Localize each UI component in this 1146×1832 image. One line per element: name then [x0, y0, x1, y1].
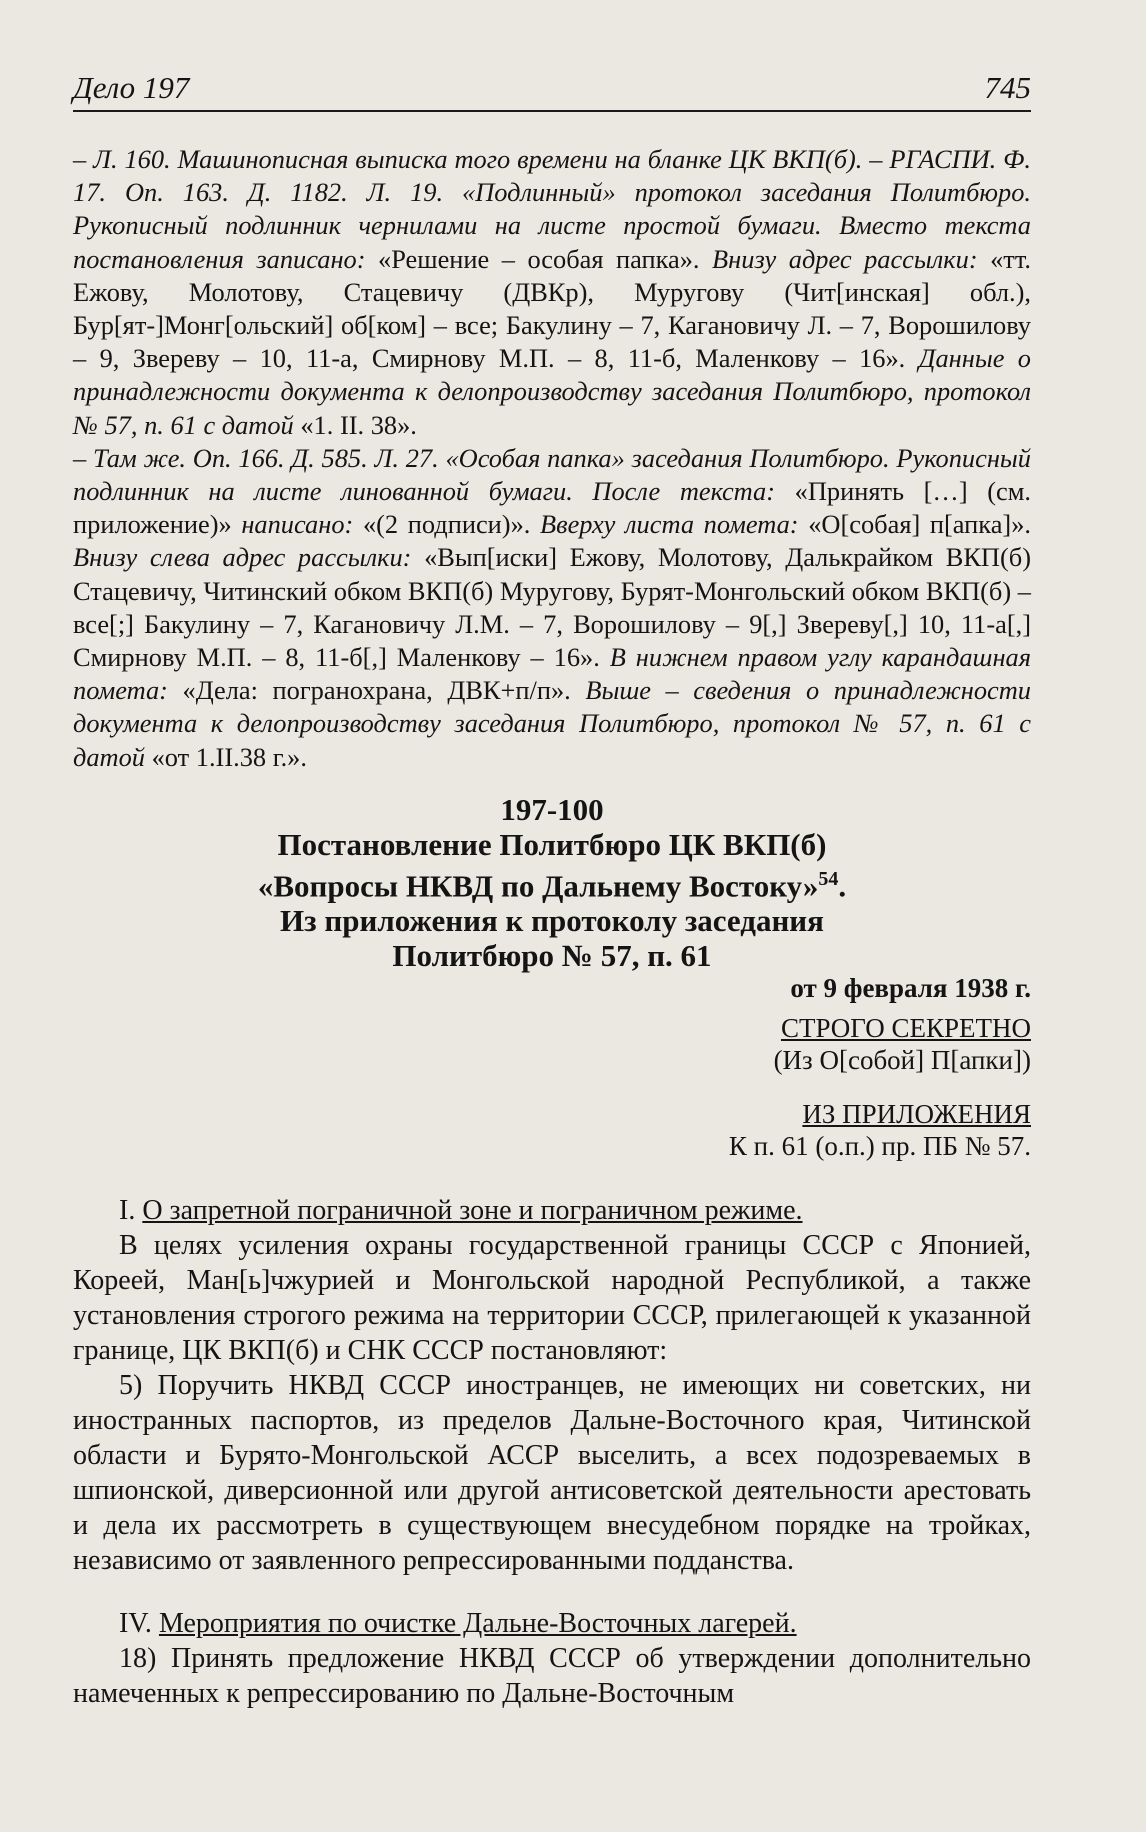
- document-meta: [73, 972, 1031, 1162]
- title-line-3: Из приложения к протоколу заседания: [280, 903, 824, 939]
- footnote-ref: 54: [818, 868, 839, 890]
- source-notes: [73, 143, 1031, 774]
- excerpt-label: ИЗ ПРИЛОЖЕНИЯ: [802, 1099, 1031, 1129]
- paragraph-preamble: В целях усиления охраны государственной границы СССР с Японией, Кореей, Ман[ь]чжурией и Монгольской народной Республикой, а также установления строгого режима на территории СССР, прилегающей к указанной границе, ЦК ВКП(б) и СНК СССР постановляют:: [73, 1230, 1031, 1366]
- title-line-2: «Вопросы НКВД по Дальнему Востоку»$^{54}$.: [257, 868, 847, 904]
- title-line-1: Постановление Политбюро ЦК ВКП(б): [277, 827, 827, 862]
- title-line-4: Политбюро № 57, п. 61: [392, 938, 712, 974]
- folder-note: (Из О[собой] П[апки]): [773, 1045, 1031, 1075]
- document-body: [73, 1193, 1031, 1711]
- paragraph-item-5: 5) Поручить НКВД СССР иностранцев, не имеющих ни советских, ни иностранных паспортов, из пределов Дальне-Восточного края, Читинской области и Бурято-Монгольской АССР выселить, а всех подозреваемых в шпионской, диверсионной или другой антисоветской деятельности арестовать и дела их рассмотреть в существующем внесудебном порядке на тройках, независимо от заявленного репрессированными подданства.: [73, 1370, 1031, 1576]
- source-note-2: – Там же. Оп. 166. Д. 585. Л. 27. «Особая папка» заседания Политбюро. Рукописный подлинник на листе линованной бумаги. После текста: «Принять […] (см. приложение)» написано: «(2 подписи)». Вверху листа помета: «О[собая] п[апка]». Внизу слева адрес рассылки: «Вып[иски] Ежову, Молотову, Далькрайком ВКП(б) Стацевичу, Читинский обком ВКП(б) Муругову, Бурят-Монгольский обком ВКП(б) – все[;] Бакулину – 7, Кагановичу Л.М. – 7, Ворошилову – 9[,] Звереву[,] 10, 11-а[,] Смирнову М.П. – 8, 11-б[,] Маленкову – 16». В нижнем правом углу карандашная помета: «Дела: погранохрана, ДВК+п/п». Выше – сведения о принадлежности документа к делопроизводству заседания Политбюро, протокол № 57, п. 61 с датой «от 1.II.38 г.».: [73, 442, 1031, 772]
- case-number: Дело 197: [73, 70, 190, 105]
- document-title: [73, 792, 1031, 973]
- document-date: от 9 февраля 1938 г.: [790, 973, 1031, 1003]
- secrecy-stamp: СТРОГО СЕКРЕТНО: [780, 1013, 1031, 1043]
- protocol-reference: К п. 61 (о.п.) пр. ПБ № 57.: [728, 1131, 1031, 1161]
- section-4-heading: IV. Мероприятия по очистке Дальне-Восточных лагерей.: [119, 1608, 797, 1639]
- source-note-1: – Л. 160. Машинописная выписка того времени на бланке ЦК ВКП(б). – РГАСПИ. Ф. 17. Оп. 163. Д. 1182. Л. 19. «Подлинный» протокол заседания Политбюро. Рукописный подлинник чернилами на листе простой бумаги. Вместо текста постановления записано: «Решение – особая папка». Внизу адрес рассылки: «тт. Ежову, Молотову, Стацевичу (ДВКр), Муругову (Чит[инская] обл.), Бур[ят-]Монг[ольский] об[ком] – все; Бакулину – 7, Кагановичу Л. – 7, Ворошилову – 9, Звереву – 10, 11-а, Смирнову М.П. – 8, 11-б, Маленкову – 16». Данные о принадлежности документа к делопроизводству заседания Политбюро, протокол № 57, п. 61 с датой «1. II. 38».: [73, 144, 1031, 440]
- page-number: 745: [984, 70, 1031, 105]
- document-number: 197-100: [500, 792, 604, 827]
- section-1-heading: I. О запретной пограничной зоне и пограничном режиме.: [119, 1195, 803, 1226]
- running-header: [73, 58, 1031, 112]
- paragraph-item-18: 18) Принять предложение НКВД СССР об утверждении дополнительно намеченных к репрессированию по Дальне-Восточным: [73, 1643, 1031, 1709]
